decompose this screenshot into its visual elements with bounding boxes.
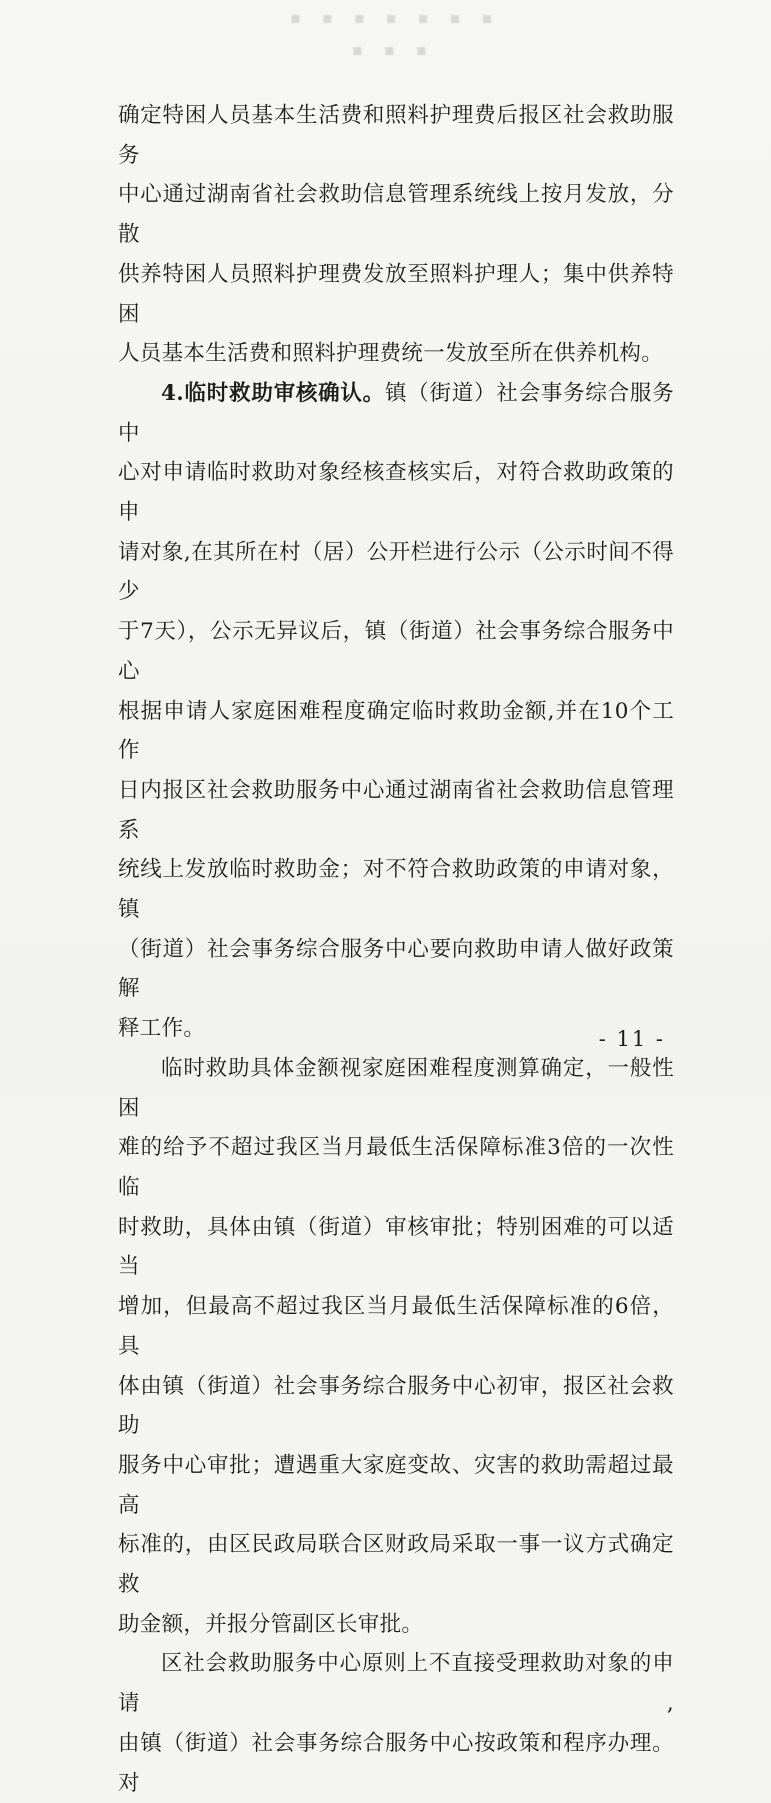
- text-line: 区社会救助服务中心原则上不直接受理救助对象的申请,: [118, 1651, 674, 1717]
- text-line: 日内报区社会救助服务中心通过湖南省社会救助信息管理系: [118, 777, 674, 843]
- text-line: 体由镇（街道）社会事务综合服务中心初审，报区社会救助: [118, 1373, 674, 1439]
- text-line: 助金额，并报分管副区长审批。: [118, 1611, 424, 1637]
- text-line: 服务中心审批；遭遇重大家庭变故、灾害的救助需超过最高: [118, 1452, 674, 1518]
- text-line: 增加，但最高不超过我区当月最低生活保障标准的6倍，具: [118, 1294, 674, 1359]
- text-line: 供养特困人员照料护理费发放至照料护理人；集中供养特困: [118, 261, 674, 327]
- text-line: 请对象,在其所在村（居）公开栏进行公示（公示时间不得少: [118, 539, 674, 605]
- text-line: 确定特困人员基本生活费和照料护理费后报区社会救助服务: [118, 103, 674, 168]
- section-heading: 4.临时救助审核确认。: [161, 380, 385, 406]
- text-line: 心对申请临时救助对象经核查核实后，对符合救助政策的申: [118, 460, 674, 526]
- page-number: - 11 -: [598, 1027, 665, 1051]
- text-run: 镇（街道）社会事务综合服务中: [118, 380, 674, 446]
- text-line: 由镇（街道）社会事务综合服务中心按政策和程序办理。对: [118, 1730, 674, 1796]
- text-line: 时救助，具体由镇（街道）审核审批；特别困难的可以适当: [118, 1214, 674, 1280]
- text-line: 统线上发放临时救助金；对不符合救助政策的申请对象，镇: [118, 857, 674, 923]
- text-line: 人员基本生活费和照料护理费统一发放至所在供养机构。: [118, 341, 664, 367]
- paragraph: [118, 96, 674, 374]
- paragraph: [118, 1644, 674, 1803]
- text-line: 中心通过湖南省社会救助信息管理系统线上按月发放，分散: [118, 182, 674, 248]
- text-line: 于7天），公示无异议后，镇（街道）社会事务综合服务中心: [118, 619, 674, 684]
- bleed-through-shadow: ▪ ▪ ▪: [352, 40, 435, 59]
- body-text: [118, 96, 674, 1803]
- bleed-through-shadow: ▪ ▪ ▪ ▪ ▪ ▪ ▪: [290, 8, 501, 27]
- text-line: 根据申请人家庭困难程度确定临时救助金额,并在10个工作: [118, 698, 674, 764]
- text-line: 临时救助具体金额视家庭困难程度测算确定，一般性困: [118, 1055, 674, 1121]
- text-line: （街道）社会事务综合服务中心要向救助申请人做好政策解: [118, 936, 674, 1002]
- text-line: 难的给予不超过我区当月最低生活保障标准3倍的一次性临: [118, 1135, 674, 1200]
- text-line: 标准的，由区民政局联合区财政局采取一事一议方式确定救: [118, 1532, 674, 1598]
- paragraph: [118, 374, 674, 1049]
- text-line: 释工作。: [118, 1016, 206, 1042]
- paragraph: [118, 1049, 674, 1645]
- text-line: [118, 374, 674, 453]
